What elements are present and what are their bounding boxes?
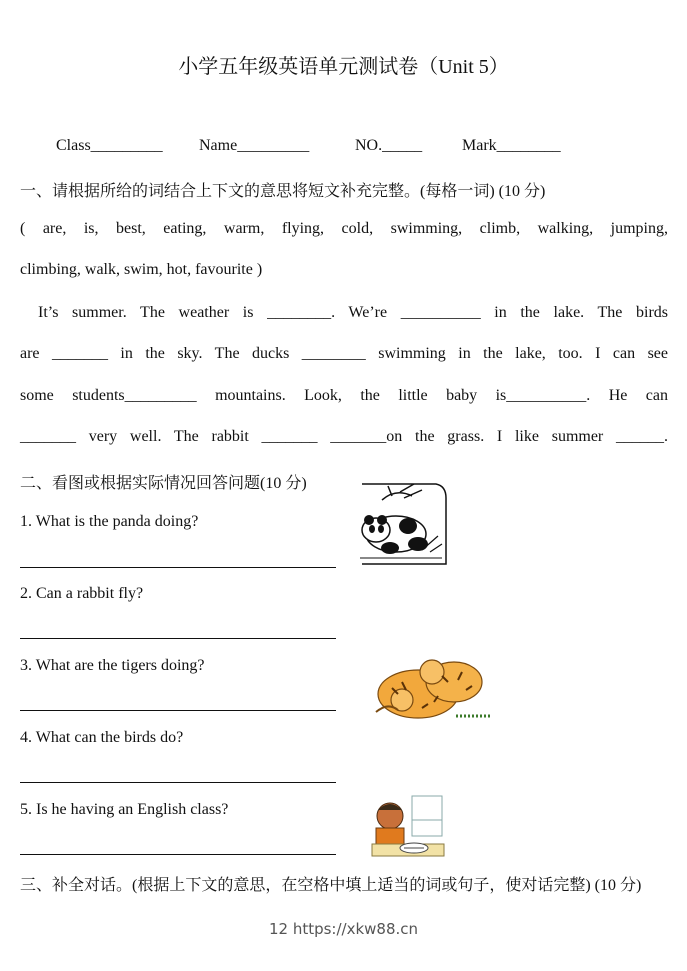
panda-illustration xyxy=(352,478,450,570)
answer-line-1 xyxy=(20,567,336,568)
question-5: 5. Is he having an English class? xyxy=(20,801,229,818)
name-field: Name_________ xyxy=(199,137,310,154)
class-field: Class_________ xyxy=(56,137,163,154)
question-4: 4. What can the birds do? xyxy=(20,729,184,746)
tigers-illustration xyxy=(372,652,496,728)
answer-line-5 xyxy=(20,854,336,855)
passage-line-3: some students_________ mountains. Look, the little baby is__________. He can xyxy=(20,387,668,404)
answer-line-4 xyxy=(20,782,336,783)
answer-line-2 xyxy=(20,638,336,639)
question-1: 1. What is the panda doing? xyxy=(20,513,199,530)
mark-field: Mark________ xyxy=(462,137,561,154)
word-bank-line-1: ( are, is, best, eating, warm, flying, cold, swimming, climb, walking, jumping, xyxy=(20,220,668,237)
passage-line-4: _______ very well. The rabbit _______ _______on the grass. I like summer ______. xyxy=(20,428,668,445)
question-3: 3. What are the tigers doing? xyxy=(20,657,205,674)
page-title: 小学五年级英语单元测试卷（Unit 5） xyxy=(178,56,509,78)
passage-line-2: are _______ in the sky. The ducks ________ swimming in the lake, too. I can see xyxy=(20,345,668,362)
section3-heading: 三、补全对话。(根据上下文的意思，在空格中填上适当的词或句子，使对话完整) (10 分) xyxy=(20,877,642,894)
passage-line-1: It’s summer. The weather is ________. We’re __________ in the lake. The birds xyxy=(38,304,668,321)
number-field: NO._____ xyxy=(355,137,423,154)
word-bank-line-2: climbing, walk, swim, hot, favourite ) xyxy=(20,261,263,278)
answer-line-3 xyxy=(20,710,336,711)
page-footer: 12 https://xkw88.cn xyxy=(268,920,419,938)
section1-heading: 一、请根据所给的词结合上下文的意思将短文补充完整。(每格一词) (10 分) xyxy=(20,183,546,200)
question-2: 2. Can a rabbit fly? xyxy=(20,585,144,602)
boy-illustration xyxy=(368,790,450,860)
section2-heading: 二、看图或根据实际情况回答问题(10 分) xyxy=(20,475,307,492)
